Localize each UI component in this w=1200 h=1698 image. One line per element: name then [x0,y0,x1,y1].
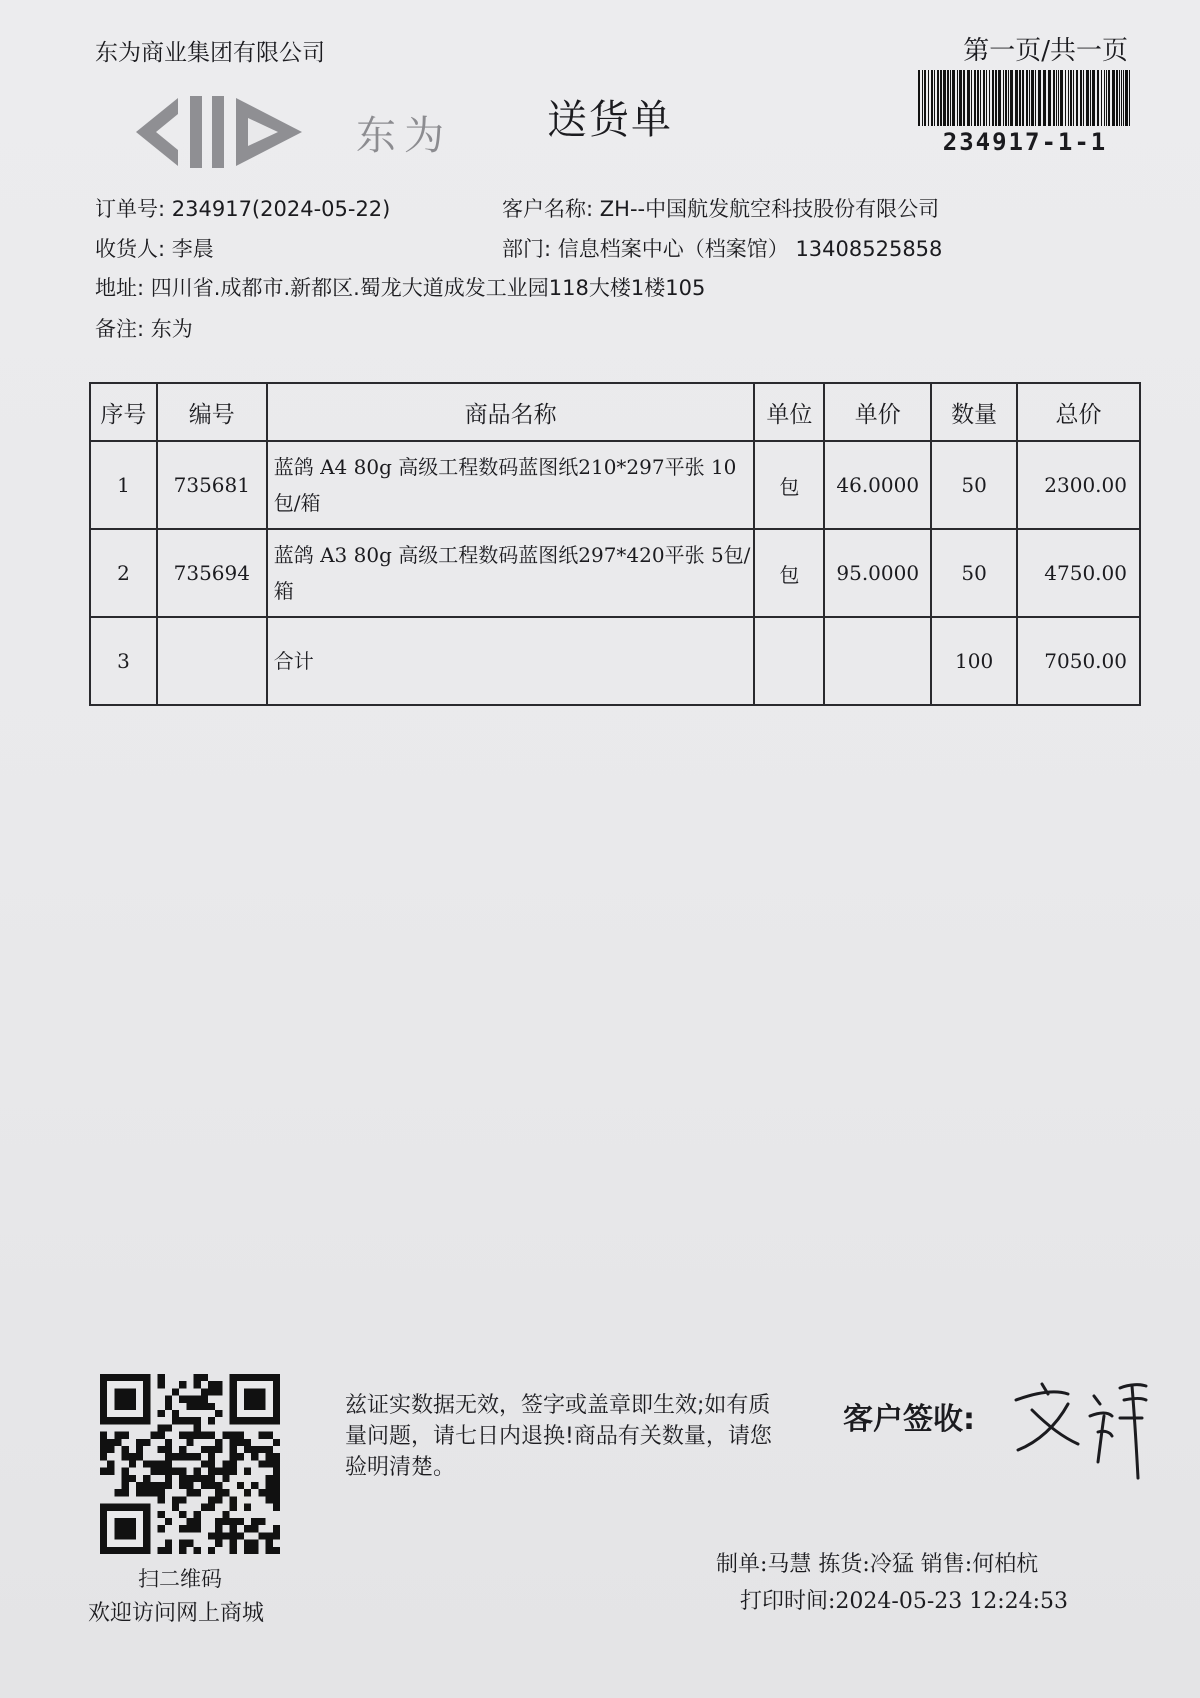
cell-name: 蓝鸽 A3 80g 高级工程数码蓝图纸297*420平张 5包/箱 [267,529,755,617]
receiver-value: 李晨 [171,237,214,261]
qr-caption: 扫二维码 [138,1567,222,1591]
barcode-icon [918,70,1132,126]
document-title: 送货单 [547,97,673,143]
company-name: 东为商业集团有限公司 [95,40,325,66]
remark-field [95,313,193,343]
department-label: 部门: [502,237,552,261]
logo-text: 东为 [356,113,452,159]
remark-value: 东为 [150,317,193,341]
page-info: 第一页/共一页 [963,36,1128,66]
header-seq: 序号 [90,383,157,441]
receiver-field [95,233,214,263]
address-label: 地址: [95,276,145,300]
print-time: 打印时间:2024-05-23 12:24:53 [740,1589,1069,1614]
address-field [95,272,705,302]
cell-total: 7050.00 [1017,617,1140,705]
receiver-label: 收货人: [95,237,166,261]
table-row-total [90,617,1140,705]
cell-unit [754,617,824,705]
cell-total: 2300.00 [1017,441,1140,529]
header-total: 总价 [1017,383,1140,441]
cell-seq: 3 [90,617,157,705]
order-number-value: 234917(2024-05-22) [171,197,391,221]
order-number-field [95,193,390,223]
department-field [502,233,942,263]
table-row [90,441,1140,529]
cell-code [157,617,267,705]
cell-price: 95.0000 [824,529,931,617]
department-value: 信息档案中心（档案馆） 13408525858 [557,237,943,261]
notice-text: 兹证实数据无效，签字或盖章即生效;如有质量问题，请七日内退换!商品有关数量，请您验明清楚。 [345,1393,772,1480]
header-unit: 单位 [754,383,824,441]
cell-qty: 50 [931,529,1017,617]
cell-qty: 100 [931,617,1017,705]
order-number-label: 订单号: [95,197,166,221]
cell-code: 735694 [157,529,267,617]
customer-label: 客户名称: [502,197,594,221]
cell-total: 4750.00 [1017,529,1140,617]
table-row [90,529,1140,617]
cell-price: 46.0000 [824,441,931,529]
cell-name: 蓝鸽 A4 80g 高级工程数码蓝图纸210*297平张 10包/箱 [267,441,755,529]
cell-unit: 包 [754,441,824,529]
cell-qty: 50 [931,441,1017,529]
qr-code-icon[interactable] [100,1374,280,1554]
header-name: 商品名称 [267,383,755,441]
cell-code: 735681 [157,441,267,529]
qr-caption-mall: 欢迎访问网上商城 [88,1601,265,1626]
cell-price [824,617,931,705]
makers-info: 制单:马慧 拣货:冷猛 销售:何柏杭 [716,1552,1039,1577]
logo-icon [132,90,332,174]
customer-value: ZH--中国航发航空科技股份有限公司 [599,197,940,221]
barcode-number: 234917-1-1 [942,128,1108,156]
header-price: 单价 [824,383,931,441]
remark-label: 备注: [95,317,145,341]
cell-seq: 1 [90,441,157,529]
customer-sign-label: 客户签收: [843,1402,975,1437]
address-value: 四川省.成都市.新都区.蜀龙大道成发工业园118大楼1楼105 [150,276,706,300]
table-header-row [90,383,1140,441]
cell-name: 合计 [267,617,755,705]
goods-table [89,382,1141,706]
header-qty: 数量 [931,383,1017,441]
header-code: 编号 [157,383,267,441]
signature-icon [1008,1370,1156,1488]
customer-field [502,193,939,223]
cell-seq: 2 [90,529,157,617]
cell-unit: 包 [754,529,824,617]
